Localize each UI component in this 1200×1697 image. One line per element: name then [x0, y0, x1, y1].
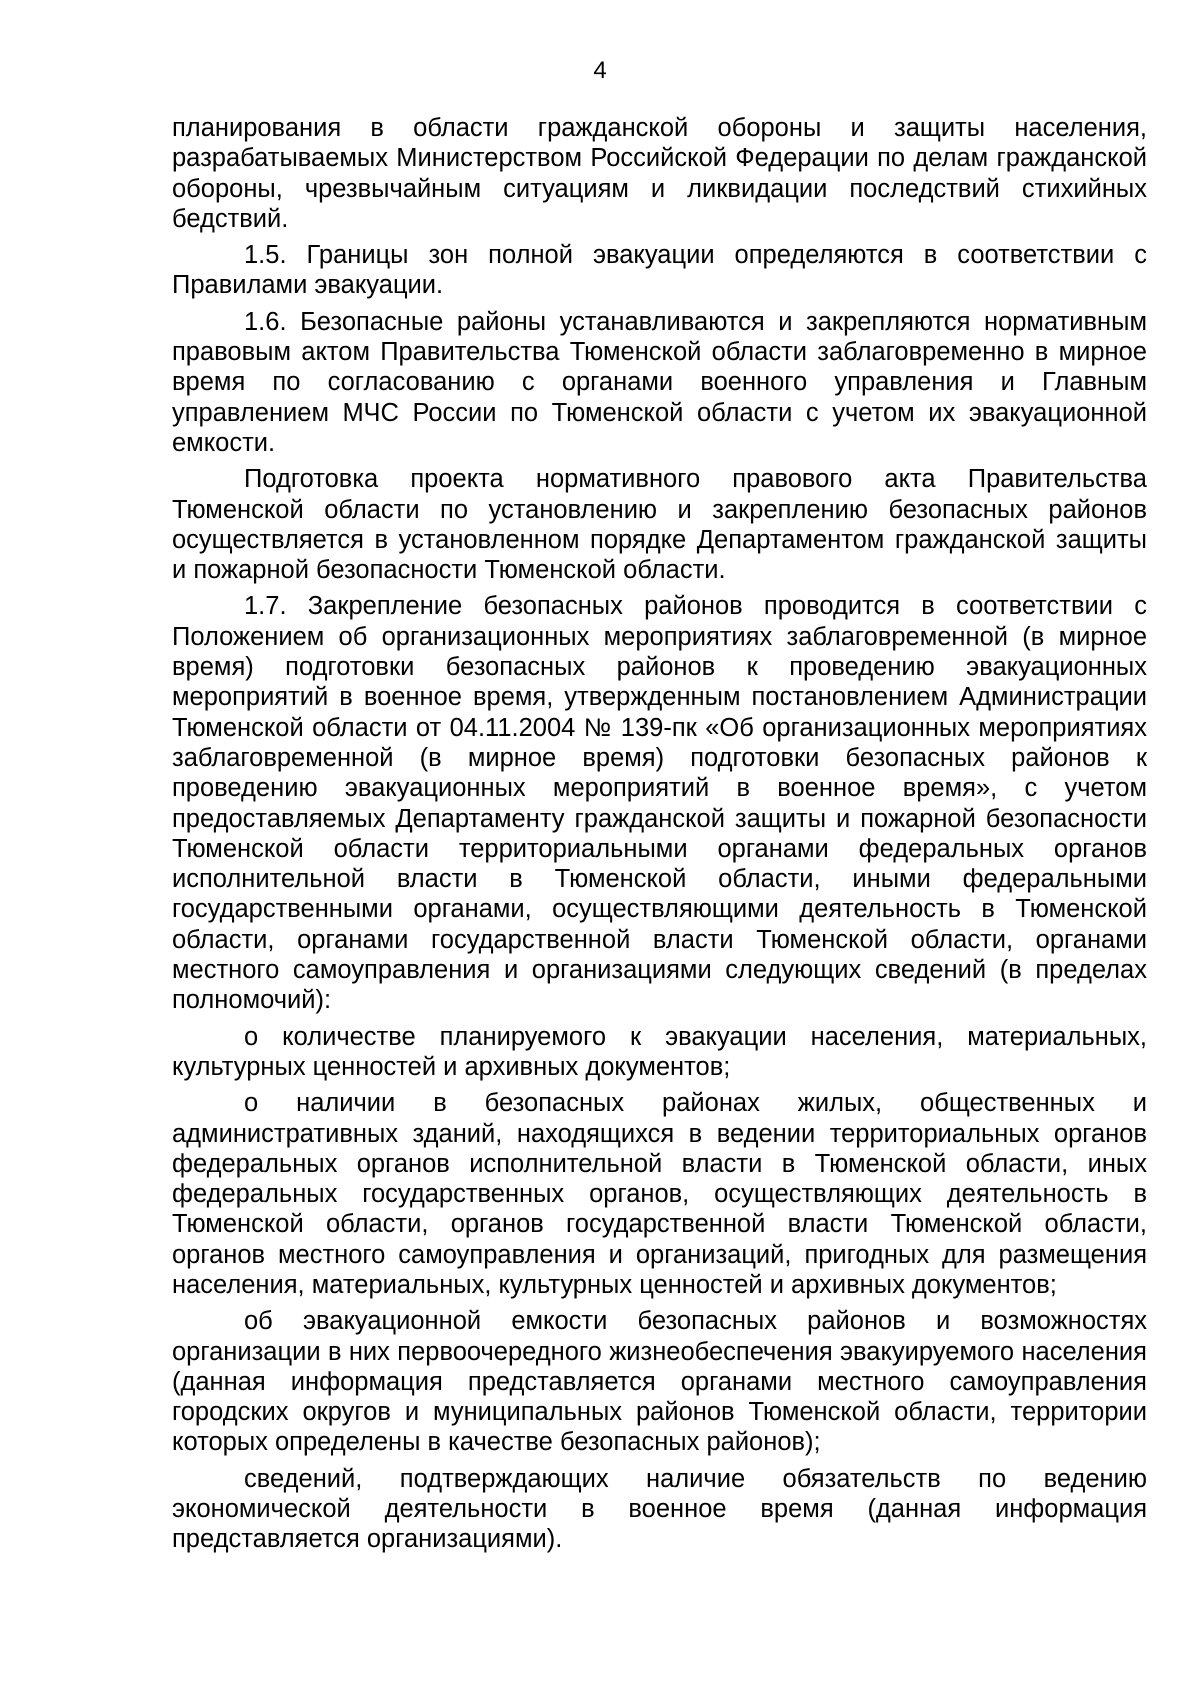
paragraph-buildings: о наличии в безопасных районах жилых, общественных и административных зданий, находящихся в ведении территориальных органов федеральных органов исполнительной власти в Тюменской области, иных федеральных государственных органов, осуществляющих деятельность в Тюменской области, органов государственной власти Тюменской области, органов местного самоуправления и организаций, пригодных для размещения населения, материальных, культурных ценностей и архивных документов;: [172, 1089, 1147, 1299]
paragraph-population-count: о количестве планируемого к эвакуации населения, материальных, культурных ценностей и архивных документов;: [172, 1022, 1147, 1081]
paragraph-preparation: Подготовка проекта нормативного правового акта Правительства Тюменской области по установлению и закреплению безопасных районов осуществляется в установленном порядке Департаментом гражданской защиты и пожарной безопасности Тюменской области.: [172, 465, 1147, 585]
paragraph-continuation: планирования в области гражданской обороны и защиты населения, разрабатываемых Министерством Российской Федерации по делам гражданской обороны, чрезвычайным ситуациям и ликвидации последствий стихийных бедствий.: [172, 114, 1147, 233]
page-number: 4: [593, 57, 607, 84]
paragraph-obligations: сведений, подтверждающих наличие обязательств по ведению экономической деятельности в военное время (данная информация представляется организациями).: [172, 1464, 1147, 1554]
paragraph-evacuation-capacity: об эвакуационной емкости безопасных районов и возможностях организации в них первоочередного жизнеобеспечения эвакуируемого населения (данная информация представляется органами местного самоуправления городских округов и муниципальных районов Тюменской области, территории которых определены в качестве безопасных районов);: [172, 1307, 1147, 1457]
paragraph-1-5: 1.5. Границы зон полной эвакуации определяются в соответствии с Правилами эвакуации.: [172, 241, 1147, 300]
paragraph-1-6: 1.6. Безопасные районы устанавливаются и закрепляются нормативным правовым актом Правительства Тюменской области заблаговременно в мирное время по согласованию с органами военного управления и Главным управлением МЧС России по Тюменской области с учетом их эвакуационной емкости.: [172, 307, 1147, 457]
paragraph-1-7: 1.7. Закрепление безопасных районов проводится в соответствии с Положением об организационных мероприятиях заблаговременной (в мирное время) подготовки безопасных районов к проведению эвакуационных мероприятий в военное время, утвержденным постановлением Администрации Тюменской области от 04.11.2004 № 139-пк «Об организационных мероприятиях заблаговременной (в мирное время) подготовки безопасных районов к проведению эвакуационных мероприятий в военное время», с учетом предоставляемых Департаменту гражданской защиты и пожарной безопасности Тюменской области территориальными органами федеральных органов исполнительной власти в Тюменской области, иными федеральными государственными органами, осуществляющими деятельность в Тюменской области, органами государственной власти Тюменской области, органами местного самоуправления и организациями следующих сведений (в пределах полномочий):: [172, 592, 1147, 1015]
document-body: [172, 113, 1147, 1561]
